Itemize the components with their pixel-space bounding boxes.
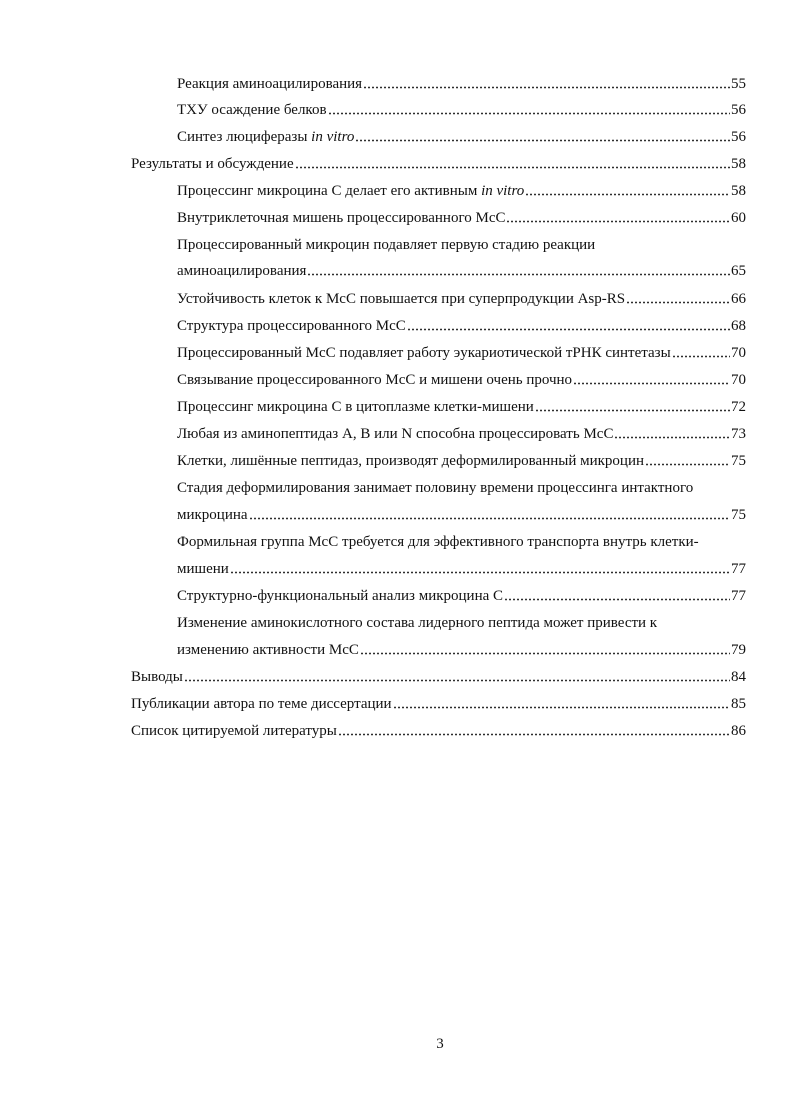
toc-title-text: Формильная группа МсС требуется для эффективного транспорта внутрь клетки- [177, 534, 699, 550]
toc-page-number: 70 [731, 345, 746, 361]
toc-title-text: Публикации автора по теме диссертации [131, 696, 392, 712]
toc-page-number: 77 [731, 561, 746, 577]
toc-entry-title [177, 181, 524, 201]
toc-title-text: мишени [177, 561, 229, 577]
toc-page-number: 56 [731, 102, 746, 118]
toc-title-text: ТХУ осаждение белков [177, 102, 327, 118]
toc-entry-title [177, 397, 534, 417]
dot-leader [506, 220, 730, 223]
toc-entry-title [177, 370, 572, 390]
toc-line [177, 424, 746, 444]
toc-entry-title [177, 586, 503, 606]
dot-leader [328, 112, 730, 115]
toc-line [177, 559, 746, 579]
toc-line [177, 370, 746, 390]
dot-leader [307, 273, 730, 276]
toc-line [177, 613, 746, 633]
toc-entry-title [177, 613, 657, 633]
toc-page-number: 60 [731, 210, 746, 226]
dot-leader [645, 463, 730, 466]
toc-page-number: 55 [731, 76, 746, 92]
toc-entry-title [177, 289, 625, 309]
dot-leader [295, 166, 730, 169]
toc-line [177, 478, 746, 498]
toc-title-text: Устойчивость клеток к МсС повышается при суперпродукции Asp-RS [177, 291, 626, 307]
toc-page-number: 73 [731, 426, 746, 442]
toc-line [177, 640, 746, 660]
toc-title-text: Процессинг микроцина С в цитоплазме клетки-мишени [177, 399, 534, 415]
dot-leader [672, 355, 730, 358]
toc-line [131, 694, 746, 714]
dot-leader [525, 193, 730, 196]
toc-entry-title [177, 208, 505, 228]
dot-leader [573, 382, 730, 385]
toc-page-number: 66 [731, 291, 746, 307]
toc-line [131, 667, 746, 687]
toc-page-number: 85 [731, 696, 746, 712]
toc-entry-title [177, 74, 362, 94]
toc-page-number: 84 [731, 669, 746, 685]
toc-title-text: Клетки, лишённые пептидаз, производят деформилированный микроцин [177, 453, 644, 469]
toc-title-text: изменению активности МсС [177, 642, 359, 658]
toc-entry-title [177, 640, 359, 660]
toc-page-number: 56 [731, 129, 746, 145]
toc-title-text: Структура процессированного МсС [177, 318, 406, 334]
toc-title-text: Связывание процессированного МсС и мишени очень прочно [177, 372, 573, 388]
toc-page-number: 65 [731, 263, 746, 279]
toc-title-text: Процессированный МсС подавляет работу эукариотической тРНК синтетазы [177, 345, 671, 361]
toc-title-text: Список цитируемой литературы [131, 723, 337, 739]
dot-leader [249, 517, 730, 520]
toc-page-number: 58 [731, 183, 746, 199]
dot-leader [360, 652, 730, 655]
toc-page-number: 70 [731, 372, 746, 388]
toc-title-text: Реакция аминоацилирования [177, 76, 363, 92]
toc-title-text: Структурно-функциональный анализ микроцина С [177, 588, 504, 604]
toc-page-number: 72 [731, 399, 746, 415]
toc-line [177, 208, 746, 228]
toc-title-italic: in vitro [481, 183, 525, 199]
toc-title-text: Процессинг микроцина С делает его активным [177, 183, 482, 199]
toc-line [177, 532, 746, 552]
dot-leader [355, 139, 730, 142]
toc-entry-title [177, 316, 406, 336]
dot-leader [407, 328, 730, 331]
dot-leader [626, 301, 730, 304]
toc-line [177, 505, 746, 525]
toc-entry-title [131, 667, 183, 687]
toc-title-text: Стадия деформилирования занимает половину времени процессинга интактного [177, 480, 694, 496]
toc-title-text: микроцина [177, 507, 248, 523]
toc-page-number: 75 [731, 507, 746, 523]
toc-entry-title [177, 100, 327, 120]
toc-line [177, 127, 746, 147]
toc-line [177, 289, 746, 309]
toc-title-text: Внутриклеточная мишень процессированного МсС [177, 210, 506, 226]
toc-title-text: Синтез люциферазы [177, 129, 312, 145]
toc-page-number: 75 [731, 453, 746, 469]
toc-line [177, 261, 746, 281]
dot-leader [184, 679, 730, 682]
toc-line [177, 235, 746, 255]
toc-entry-title [177, 559, 229, 579]
toc-entry-title [177, 343, 671, 363]
dot-leader [338, 733, 730, 736]
toc-entry-title [131, 154, 294, 174]
toc-line [177, 100, 746, 120]
dot-leader [363, 86, 730, 89]
toc-line [177, 74, 746, 94]
toc-page-number: 79 [731, 642, 746, 658]
toc-line [177, 397, 746, 417]
dot-leader [393, 706, 730, 709]
toc-entry-title [177, 451, 644, 471]
toc-page-number: 86 [731, 723, 746, 739]
toc-title-text: Результаты и обсуждение [131, 156, 294, 172]
toc-title-text: Изменение аминокислотного состава лидерного пептида может привести к [177, 615, 658, 631]
toc-page-number: 77 [731, 588, 746, 604]
dot-leader [504, 598, 730, 601]
toc-line [131, 154, 746, 174]
toc-entry-title [177, 505, 248, 525]
toc-title-text: Любая из аминопептидаз А, В или N способна процессировать МсС [177, 426, 614, 442]
toc-entry-title [177, 261, 306, 281]
toc-line [177, 343, 746, 363]
toc-page-number: 68 [731, 318, 746, 334]
toc-line [131, 721, 746, 741]
toc-entry-title [177, 532, 699, 552]
toc-line [177, 586, 746, 606]
toc-page-number: 58 [731, 156, 746, 172]
toc-entry-title [131, 721, 337, 741]
toc-title-text: Выводы [131, 669, 183, 685]
toc-title-text: аминоацилирования [177, 263, 307, 279]
page-number: 3 [436, 1036, 444, 1052]
toc-line [177, 451, 746, 471]
toc-entry-title [177, 235, 595, 255]
toc-entry-title [177, 478, 693, 498]
toc-entry-title [131, 694, 392, 714]
toc-line [177, 181, 746, 201]
dot-leader [535, 409, 730, 412]
dot-leader [230, 571, 730, 574]
toc-line [177, 316, 746, 336]
toc-title-italic: in vitro [311, 129, 355, 145]
toc-entry-title [177, 127, 354, 147]
toc-title-text: Процессированный микроцин подавляет первую стадию реакции [177, 237, 596, 253]
toc-entry-title [177, 424, 613, 444]
dot-leader [614, 436, 730, 439]
